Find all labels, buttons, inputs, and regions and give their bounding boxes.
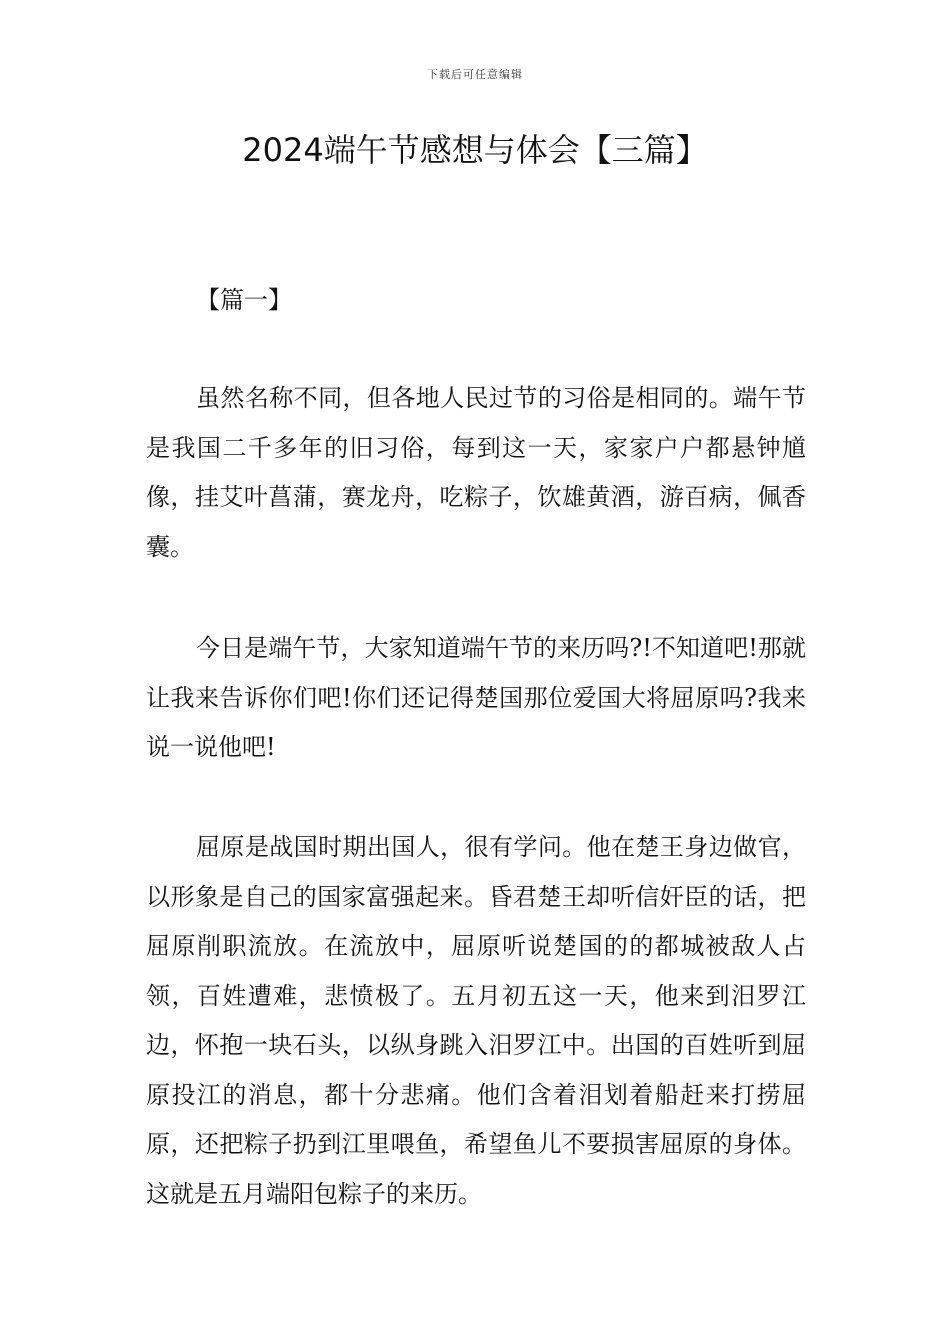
header-note: 下载后可任意编辑 bbox=[427, 68, 523, 81]
paragraph-1: 虽然名称不同，但各地人民过节的习俗是相同的。端午节是我国二千多年的旧习俗，每到这一天，家家户户都悬钟馗像，挂艾叶菖蒲，赛龙舟，吃粽子，饮雄黄酒，游百病，佩香囊。 bbox=[146, 384, 806, 561]
paragraph-3: 屈原是战国时期出国人，很有学问。他在楚王身边做官，以形象是自己的国家富强起来。昏君楚王却听信奸臣的话，把屈原削职流放。在流放中，屈原听说楚国的的都城被敌人占领，百姓遭难，悲愤极了。五月初五这一天，他来到汨罗江边，怀抱一块石头，以纵身跳入汨罗江中。出国的百姓听到屈原投江的消息，都十分悲痛。他们含着泪划着船赶来打捞屈原，还把粽子扔到江里喂鱼，希望鱼儿不要损害屈原的身体。这就是五月端阳包粽子的来历。 bbox=[146, 833, 806, 1208]
document-title: 2024端午节感想与体会【三篇】 bbox=[242, 131, 708, 169]
section-heading: 【篇一】 bbox=[196, 286, 292, 314]
paragraph-2: 今日是端午节，大家知道端午节的来历吗?!不知道吧!那就让我来告诉你们吧!你们还记得楚国那位爱国大将屈原吗?我来说一说他吧! bbox=[146, 634, 806, 761]
